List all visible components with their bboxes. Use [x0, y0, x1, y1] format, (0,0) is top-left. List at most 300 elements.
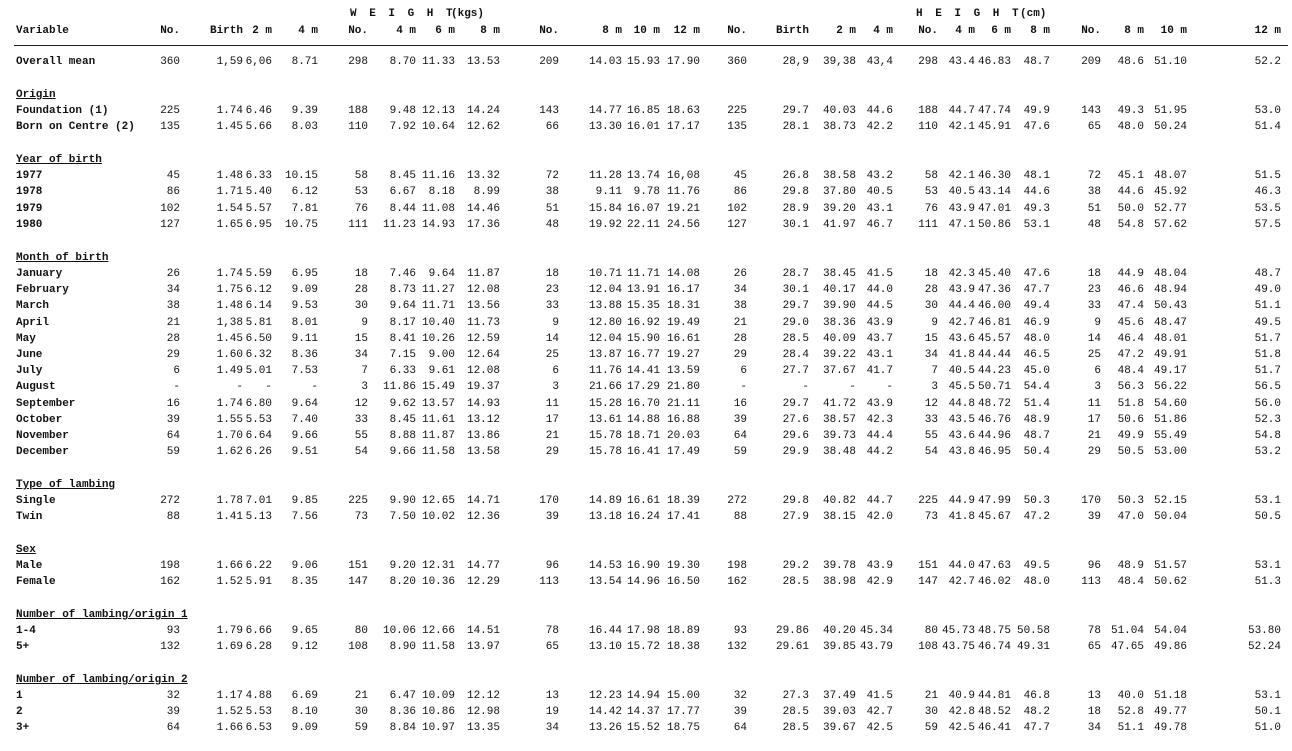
table-cell: -	[236, 381, 243, 393]
column-header: 10 m	[1160, 25, 1187, 37]
row-label: November	[16, 430, 69, 442]
table-cell: 50.3	[1117, 495, 1144, 507]
table-cell: 43.5	[948, 414, 975, 426]
table-cell: 3	[1094, 381, 1101, 393]
table-cell: -	[173, 381, 180, 393]
table-cell: 1.66	[216, 722, 243, 734]
table-cell: 17	[1087, 414, 1101, 426]
table-cell: 1,59	[216, 56, 243, 68]
table-cell: 39	[166, 706, 180, 718]
table-cell: 59	[733, 446, 747, 458]
table-cell: 28.5	[782, 576, 809, 588]
table-cell: 50.5	[1117, 446, 1144, 458]
table-cell: 40.03	[822, 105, 856, 117]
table-cell: 64	[733, 722, 747, 734]
table-cell: 13.88	[588, 300, 622, 312]
table-cell: 52.77	[1153, 203, 1187, 215]
table-cell: 37.80	[822, 186, 856, 198]
table-cell: 46.76	[977, 414, 1011, 426]
table-cell: 15.49	[421, 381, 455, 393]
table-cell: 21	[733, 317, 747, 329]
table-cell: 8.20	[389, 576, 416, 588]
table-cell: 9.51	[291, 446, 318, 458]
table-cell: 41.72	[822, 398, 856, 410]
row-label: Overall mean	[16, 56, 96, 68]
column-header: 4 m	[298, 25, 318, 37]
table-cell: 48	[1087, 219, 1101, 231]
table-cell: 13.54	[588, 576, 622, 588]
table-cell: 11.71	[421, 300, 455, 312]
table-cell: 57.5	[1254, 219, 1281, 231]
table-cell: 38	[1087, 186, 1101, 198]
table-cell: 43.9	[866, 317, 893, 329]
table-cell: 38.15	[822, 511, 856, 523]
table-cell: 51.7	[1254, 365, 1281, 377]
table-cell: 6.95	[291, 268, 318, 280]
table-cell: 39.78	[822, 560, 856, 572]
table-cell: 5.91	[245, 576, 272, 588]
table-cell: 14.77	[588, 105, 622, 117]
row-label: December	[16, 446, 69, 458]
table-cell: 5.53	[245, 706, 272, 718]
table-cell: 42.3	[866, 414, 893, 426]
table-cell: 40.20	[822, 625, 856, 637]
column-header: 8 m	[602, 25, 622, 37]
column-header: No.	[1081, 25, 1101, 37]
section-heading: Year of birth	[16, 154, 102, 166]
table-cell: 25	[1087, 349, 1101, 361]
table-cell: 162	[160, 576, 180, 588]
table-cell: 188	[348, 105, 368, 117]
table-cell: 298	[918, 56, 938, 68]
table-cell: 46.4	[1117, 333, 1144, 345]
table-cell: 10.97	[421, 722, 455, 734]
column-header: 12 m	[673, 25, 700, 37]
table-cell: 46.81	[977, 317, 1011, 329]
table-cell: 12.80	[588, 317, 622, 329]
table-cell: 37.67	[822, 365, 856, 377]
table-cell: 12.12	[466, 690, 500, 702]
table-cell: 96	[1087, 560, 1101, 572]
table-cell: 73	[924, 511, 938, 523]
table-cell: 52.8	[1117, 706, 1144, 718]
table-cell: 9.53	[291, 300, 318, 312]
table-cell: 1.79	[216, 625, 243, 637]
table-cell: 28	[924, 284, 938, 296]
table-cell: 40.5	[948, 186, 975, 198]
table-cell: 15.72	[626, 641, 660, 653]
table-cell: 8.73	[389, 284, 416, 296]
table-cell: 53.1	[1023, 219, 1050, 231]
table-cell: 102	[160, 203, 180, 215]
table-cell: 46.83	[977, 56, 1011, 68]
table-cell: 15.84	[588, 203, 622, 215]
table-cell: 11.86	[382, 381, 416, 393]
table-cell: 43.8	[948, 446, 975, 458]
table-cell: 47.6	[1023, 121, 1050, 133]
table-cell: 53	[354, 186, 368, 198]
table-cell: 44.23	[977, 365, 1011, 377]
table-cell: 25	[545, 349, 559, 361]
table-cell: 39,38	[822, 56, 856, 68]
table-cell: 40.9	[948, 690, 975, 702]
table-cell: 54.4	[1023, 381, 1050, 393]
table-cell: 272	[727, 495, 747, 507]
table-cell: 33	[1087, 300, 1101, 312]
table-cell: 6.12	[245, 284, 272, 296]
table-cell: 18.31	[666, 300, 700, 312]
table-cell: 24.56	[666, 219, 700, 231]
table-cell: 30	[924, 706, 938, 718]
table-cell: 14.71	[466, 495, 500, 507]
table-cell: 11.76	[588, 365, 622, 377]
table-cell: 8.44	[389, 203, 416, 215]
table-cell: 17.98	[626, 625, 660, 637]
table-cell: 198	[160, 560, 180, 572]
column-header: 4 m	[396, 25, 416, 37]
table-cell: 8.17	[389, 317, 416, 329]
table-cell: 28.9	[782, 203, 809, 215]
table-cell: 43.2	[866, 170, 893, 182]
table-cell: 47.36	[977, 284, 1011, 296]
row-label: April	[16, 317, 50, 329]
row-label: June	[16, 349, 43, 361]
table-cell: 6	[1094, 365, 1101, 377]
table-cell: 5.53	[245, 414, 272, 426]
table-cell: 16.07	[626, 203, 660, 215]
table-cell: 15	[354, 333, 368, 345]
column-header: No.	[918, 25, 938, 37]
table-cell: 13.61	[588, 414, 622, 426]
table-cell: 49.31	[1016, 641, 1050, 653]
table-cell: 47.99	[977, 495, 1011, 507]
table-cell: 41.5	[866, 690, 893, 702]
table-cell: 40.5	[948, 365, 975, 377]
table-cell: 59	[354, 722, 368, 734]
table-cell: 10.26	[421, 333, 455, 345]
table-cell: 15.52	[626, 722, 660, 734]
table-cell: -	[886, 381, 893, 393]
table-cell: 5.01	[245, 365, 272, 377]
table-cell: 42.5	[866, 722, 893, 734]
table-cell: 56.0	[1254, 398, 1281, 410]
table-cell: 51.04	[1110, 625, 1144, 637]
table-cell: 1.49	[216, 365, 243, 377]
table-cell: 30.1	[782, 219, 809, 231]
table-cell: 44.9	[948, 495, 975, 507]
weight-group-header: W E I G H T	[350, 8, 456, 20]
table-cell: 14.46	[466, 203, 500, 215]
table-cell: 55.49	[1153, 430, 1187, 442]
table-cell: 46.7	[866, 219, 893, 231]
table-cell: 16.44	[588, 625, 622, 637]
table-cell: 50.04	[1153, 511, 1187, 523]
table-cell: 58	[924, 170, 938, 182]
table-cell: 93	[166, 625, 180, 637]
table-cell: 9.64	[428, 268, 455, 280]
column-header: 8 m	[1124, 25, 1144, 37]
table-cell: 45.34	[859, 625, 893, 637]
table-cell: 147	[918, 576, 938, 588]
table-cell: 8.84	[389, 722, 416, 734]
table-cell: 15.78	[588, 430, 622, 442]
table-cell: 9.61	[428, 365, 455, 377]
table-cell: 13.91	[626, 284, 660, 296]
table-cell: 12.65	[421, 495, 455, 507]
table-cell: 162	[727, 576, 747, 588]
table-cell: 3	[931, 381, 938, 393]
table-cell: 1.54	[216, 203, 243, 215]
table-cell: 50.6	[1117, 414, 1144, 426]
table-cell: 50.58	[1016, 625, 1050, 637]
table-cell: 110	[348, 121, 368, 133]
table-cell: 21.66	[588, 381, 622, 393]
table-cell: 9.66	[291, 430, 318, 442]
table-cell: 8.88	[389, 430, 416, 442]
table-cell: 45.0	[1023, 365, 1050, 377]
table-cell: 47.65	[1110, 641, 1144, 653]
table-cell: 13.59	[666, 365, 700, 377]
table-cell: 43.6	[948, 333, 975, 345]
table-cell: 28.5	[782, 333, 809, 345]
table-cell: 1.66	[216, 560, 243, 572]
table-cell: 1.52	[216, 576, 243, 588]
table-cell: 48.52	[977, 706, 1011, 718]
table-cell: 54.8	[1117, 219, 1144, 231]
table-cell: 42.7	[948, 317, 975, 329]
table-cell: 49.86	[1153, 641, 1187, 653]
table-cell: 49.91	[1153, 349, 1187, 361]
table-cell: 10.64	[421, 121, 455, 133]
table-cell: 80	[354, 625, 368, 637]
table-cell: 73	[354, 511, 368, 523]
table-cell: 43.9	[948, 284, 975, 296]
table-cell: 45.40	[977, 268, 1011, 280]
table-cell: 44.4	[866, 430, 893, 442]
table-cell: 8.41	[389, 333, 416, 345]
table-cell: 50.0	[1117, 203, 1144, 215]
table-cell: 27.3	[782, 690, 809, 702]
table-cell: 6.26	[245, 446, 272, 458]
table-cell: 209	[539, 56, 559, 68]
table-cell: 51.57	[1153, 560, 1187, 572]
table-cell: 18.75	[666, 722, 700, 734]
table-cell: 1.65	[216, 219, 243, 231]
table-cell: 47.2	[1117, 349, 1144, 361]
table-cell: 10.02	[421, 511, 455, 523]
table-cell: 39	[166, 414, 180, 426]
table-cell: 21.80	[666, 381, 700, 393]
table-cell: 14.93	[466, 398, 500, 410]
table-cell: 11	[1087, 398, 1101, 410]
table-cell: 39	[1087, 511, 1101, 523]
table-cell: 44.5	[866, 300, 893, 312]
table-cell: 16.50	[666, 576, 700, 588]
table-cell: 46.41	[977, 722, 1011, 734]
table-cell: 52.15	[1153, 495, 1187, 507]
table-cell: 19.21	[666, 203, 700, 215]
table-cell: 108	[918, 641, 938, 653]
table-cell: 42.7	[866, 706, 893, 718]
table-cell: 13.32	[466, 170, 500, 182]
table-cell: 9.00	[428, 349, 455, 361]
table-cell: 48.7	[1254, 268, 1281, 280]
table-cell: 53.2	[1254, 446, 1281, 458]
table-cell: 37.49	[822, 690, 856, 702]
table-cell: 16,08	[666, 170, 700, 182]
table-cell: 9	[361, 317, 368, 329]
table-cell: 11	[545, 398, 559, 410]
table-cell: 42.3	[948, 268, 975, 280]
header-rule	[14, 45, 1288, 46]
table-cell: 1.74	[216, 105, 243, 117]
table-cell: 26	[166, 268, 180, 280]
table-cell: 39	[733, 414, 747, 426]
table-cell: 53.1	[1254, 690, 1281, 702]
table-cell: 5.81	[245, 317, 272, 329]
table-cell: 11.33	[421, 56, 455, 68]
table-cell: 1.45	[216, 333, 243, 345]
table-cell: 8.90	[389, 641, 416, 653]
table-cell: 40.5	[866, 186, 893, 198]
table-cell: 28	[733, 333, 747, 345]
table-cell: 14.24	[466, 105, 500, 117]
table-cell: 44.0	[866, 284, 893, 296]
table-cell: 44.0	[948, 560, 975, 572]
table-cell: 14	[1087, 333, 1101, 345]
table-cell: 44.6	[1023, 186, 1050, 198]
table-cell: 225	[348, 495, 368, 507]
table-cell: 5.59	[245, 268, 272, 280]
table-cell: 51.7	[1254, 333, 1281, 345]
table-cell: 13.97	[466, 641, 500, 653]
table-cell: 10.36	[421, 576, 455, 588]
table-cell: 45.5	[948, 381, 975, 393]
table-cell: 13.86	[466, 430, 500, 442]
table-cell: 1.71	[216, 186, 243, 198]
column-header: No.	[348, 25, 368, 37]
table-cell: 21	[545, 430, 559, 442]
table-cell: 6	[740, 365, 747, 377]
table-cell: 9	[931, 317, 938, 329]
table-cell: 132	[727, 641, 747, 653]
row-label: September	[16, 398, 76, 410]
table-cell: 14.89	[588, 495, 622, 507]
table-cell: 23	[1087, 284, 1101, 296]
table-cell: 5.66	[245, 121, 272, 133]
row-label: Male	[16, 560, 43, 572]
table-cell: 18.71	[626, 430, 660, 442]
table-cell: 45	[733, 170, 747, 182]
table-cell: 40.82	[822, 495, 856, 507]
table-cell: 54	[354, 446, 368, 458]
table-cell: 17.36	[466, 219, 500, 231]
table-cell: 34	[733, 284, 747, 296]
table-cell: 29.7	[782, 300, 809, 312]
weight-unit-label: (kgs)	[451, 8, 485, 20]
table-cell: -	[849, 381, 856, 393]
table-cell: 49.77	[1153, 706, 1187, 718]
table-cell: 18.63	[666, 105, 700, 117]
table-cell: 21	[1087, 430, 1101, 442]
table-cell: 8.70	[389, 56, 416, 68]
table-cell: 39.22	[822, 349, 856, 361]
table-cell: 13.56	[466, 300, 500, 312]
row-label: 1-4	[16, 625, 36, 637]
table-cell: 11.73	[466, 317, 500, 329]
table-cell: 44.81	[977, 690, 1011, 702]
table-cell: 3	[361, 381, 368, 393]
table-cell: 6.47	[389, 690, 416, 702]
table-cell: 7.40	[291, 414, 318, 426]
table-cell: 86	[733, 186, 747, 198]
table-cell: 6.33	[389, 365, 416, 377]
table-cell: 51.4	[1254, 121, 1281, 133]
table-cell: 43.4	[948, 56, 975, 68]
table-cell: 42.1	[948, 170, 975, 182]
table-cell: 6.14	[245, 300, 272, 312]
table-cell: 49.17	[1153, 365, 1187, 377]
table-cell: 108	[348, 641, 368, 653]
table-cell: 12.13	[421, 105, 455, 117]
table-cell: 88	[733, 511, 747, 523]
table-cell: 47.74	[977, 105, 1011, 117]
table-cell: 48.94	[1153, 284, 1187, 296]
table-cell: 47.6	[1023, 268, 1050, 280]
table-cell: 272	[160, 495, 180, 507]
table-cell: 15.93	[626, 56, 660, 68]
table-cell: 50.24	[1153, 121, 1187, 133]
table-cell: 65	[545, 641, 559, 653]
table-cell: 39.20	[822, 203, 856, 215]
table-cell: 13.58	[466, 446, 500, 458]
table-cell: 48.72	[977, 398, 1011, 410]
table-cell: 170	[539, 495, 559, 507]
table-cell: 6.50	[245, 333, 272, 345]
table-cell: 147	[348, 576, 368, 588]
section-heading: Origin	[16, 89, 56, 101]
section-heading: Type of lambing	[16, 479, 116, 491]
table-cell: 50.1	[1254, 706, 1281, 718]
table-cell: 51	[545, 203, 559, 215]
table-cell: 54.60	[1153, 398, 1187, 410]
table-cell: 15.78	[588, 446, 622, 458]
table-cell: 30	[924, 300, 938, 312]
table-cell: 1.69	[216, 641, 243, 653]
table-cell: 49.3	[1117, 105, 1144, 117]
table-cell: 14.41	[626, 365, 660, 377]
table-cell: 11.27	[421, 284, 455, 296]
table-cell: 110	[918, 121, 938, 133]
table-cell: 18.38	[666, 641, 700, 653]
table-cell: 27.9	[782, 511, 809, 523]
table-cell: 55	[924, 430, 938, 442]
table-cell: 9.64	[389, 300, 416, 312]
table-cell: 49.0	[1254, 284, 1281, 296]
table-cell: 48.4	[1117, 365, 1144, 377]
table-cell: 48.01	[1153, 333, 1187, 345]
table-cell: 44.44	[977, 349, 1011, 361]
table-cell: 42.2	[866, 121, 893, 133]
table-cell: 51.8	[1254, 349, 1281, 361]
table-cell: 53.1	[1254, 495, 1281, 507]
table-cell: 13.53	[466, 56, 500, 68]
table-cell: 18.89	[666, 625, 700, 637]
table-cell: 41.97	[822, 219, 856, 231]
table-cell: 29.7	[782, 398, 809, 410]
table-cell: 6	[552, 365, 559, 377]
table-cell: 44.4	[948, 300, 975, 312]
